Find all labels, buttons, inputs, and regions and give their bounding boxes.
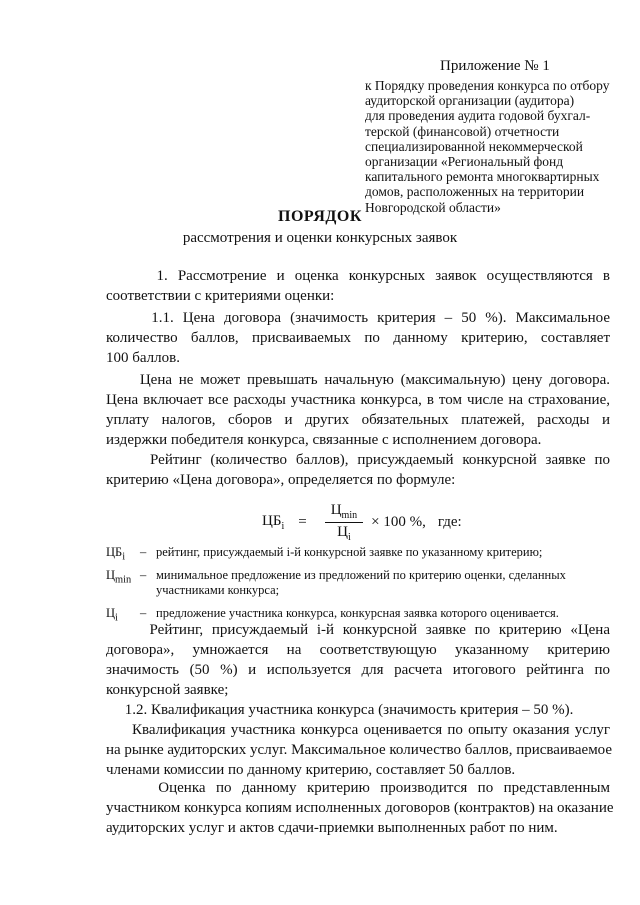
appendix-title: Приложение № 1	[440, 58, 550, 74]
paragraph-line: 100 баллов.	[106, 350, 180, 366]
paragraph-1-2	[106, 700, 610, 720]
paragraph-price	[106, 370, 610, 450]
paragraph-line: членами комиссии по данному критерию, составляет 50 баллов.	[106, 762, 516, 778]
paragraph-line: конкурсной заявке;	[106, 682, 229, 698]
legend-dash: –	[140, 545, 147, 559]
appendix-note-line: капитального ремонта многоквартирных	[365, 169, 600, 185]
legend-row	[106, 606, 610, 624]
legend-dash: –	[140, 568, 147, 582]
formula-where: где:	[437, 513, 462, 530]
formula-numerator: $Ц_{min}$	[325, 502, 363, 523]
formula-legend	[106, 545, 610, 624]
paragraph-evaluation	[106, 778, 614, 838]
appendix-note-line: аудиторской организации (аудитора)	[365, 93, 575, 109]
paragraph-qualification	[106, 720, 613, 780]
paragraph-line: критерию «Цена договора», определяется по формуле:	[106, 472, 456, 488]
legend-text: минимальное предложение из предложений по критерию оценки, сделанных	[156, 568, 566, 582]
appendix-note	[365, 78, 620, 215]
appendix-note-line: Новгородской области»	[365, 199, 501, 215]
paragraph-line: Оценка по данному критерию производится по представленным	[106, 780, 610, 796]
paragraph-line: 1.1. Цена договора (значимость критерия – 50 %). Максимальное	[106, 310, 610, 326]
paragraph-line: количество баллов, присваиваемых по данному критерию, составляет	[106, 330, 610, 346]
paragraph-line: соответствии с критериями оценки:	[106, 288, 335, 304]
paragraph-line: Цена включает все расходы участника конкурса, в том числе на страхование,	[106, 392, 610, 408]
appendix-note-line: для проведения аудита годовой бухгал-	[365, 108, 591, 124]
formula-lhs: $ЦБ_i$	[262, 512, 285, 532]
legend-symbol: $ЦБ_i$	[106, 545, 126, 563]
price-formula	[262, 502, 462, 542]
paragraph-line: аудиторских услуг и актов сдачи-приемки выполненных работ по ним.	[106, 820, 558, 836]
paragraph-line: Цена не может превышать начальную (максимальную) цену договора.	[106, 372, 610, 388]
document-subtitle: рассмотрения и оценки конкурсных заявок	[182, 230, 458, 246]
formula-denominator: $Ц_i$	[337, 523, 351, 543]
legend-text: рейтинг, присуждаемый i-й конкурсной заявке по указанному критерию;	[156, 545, 543, 559]
paragraph-line: уплату налогов, сборов и других обязательных платежей, расходы и	[106, 412, 610, 428]
paragraph-line: издержки победителя конкурса, связанные с исполнением договора.	[106, 432, 542, 448]
appendix-note-line: специализированной некоммерческой	[365, 138, 583, 154]
paragraph-line: договора», умножается на соответствующую указанному критерию	[106, 642, 610, 658]
appendix-note-line: к Порядку проведения конкурса по отбору	[365, 78, 610, 93]
paragraph-line: значимость (50 %) и используется для расчета итогового рейтинга по	[106, 662, 610, 678]
paragraph-line: участником конкурса копиям исполненных договоров (контрактов) на оказание	[106, 800, 614, 816]
paragraph-line: 1.2. Квалификация участника конкурса (значимость критерия – 50 %).	[106, 702, 574, 718]
appendix-note-line: домов, расположенных на территории	[365, 184, 585, 200]
paragraph-line: на рынке аудиторских услуг. Максимальное количество баллов, присваиваемое	[106, 742, 613, 758]
paragraph-line: Рейтинг, присуждаемый i-й конкурсной заявке по критерию «Цена	[106, 622, 610, 638]
legend-row	[106, 568, 610, 598]
formula-rhs: × 100 %,	[371, 513, 426, 530]
appendix-note-line: организации «Региональный фонд	[365, 154, 564, 170]
legend-dash: –	[140, 606, 147, 620]
paragraph-line: 1. Рассмотрение и оценка конкурсных заявок осуществляются в	[106, 268, 610, 284]
legend-symbol: $Ц_i$	[106, 606, 118, 624]
legend-text: предложение участника конкурса, конкурсная заявка которого оценивается.	[156, 606, 559, 620]
paragraph-line: Рейтинг (количество баллов), присуждаемый конкурсной заявке по	[106, 452, 610, 468]
legend-row	[106, 545, 610, 563]
formula-fraction	[325, 502, 363, 543]
document-title: ПОРЯДОК	[278, 208, 362, 225]
paragraph-rating	[106, 450, 610, 490]
paragraph-line: Квалификация участника конкурса оценивается по опыту оказания услуг	[106, 722, 610, 738]
paragraph-1	[106, 266, 610, 306]
appendix-note-line: терской (финансовой) отчетности	[365, 123, 560, 139]
paragraph-1-1	[106, 308, 610, 368]
legend-symbol: $Ц_{min}$	[106, 568, 132, 586]
formula-equals: =	[298, 513, 307, 530]
legend-text: участниками конкурса;	[156, 583, 280, 597]
paragraph-rating-weight	[106, 620, 610, 700]
